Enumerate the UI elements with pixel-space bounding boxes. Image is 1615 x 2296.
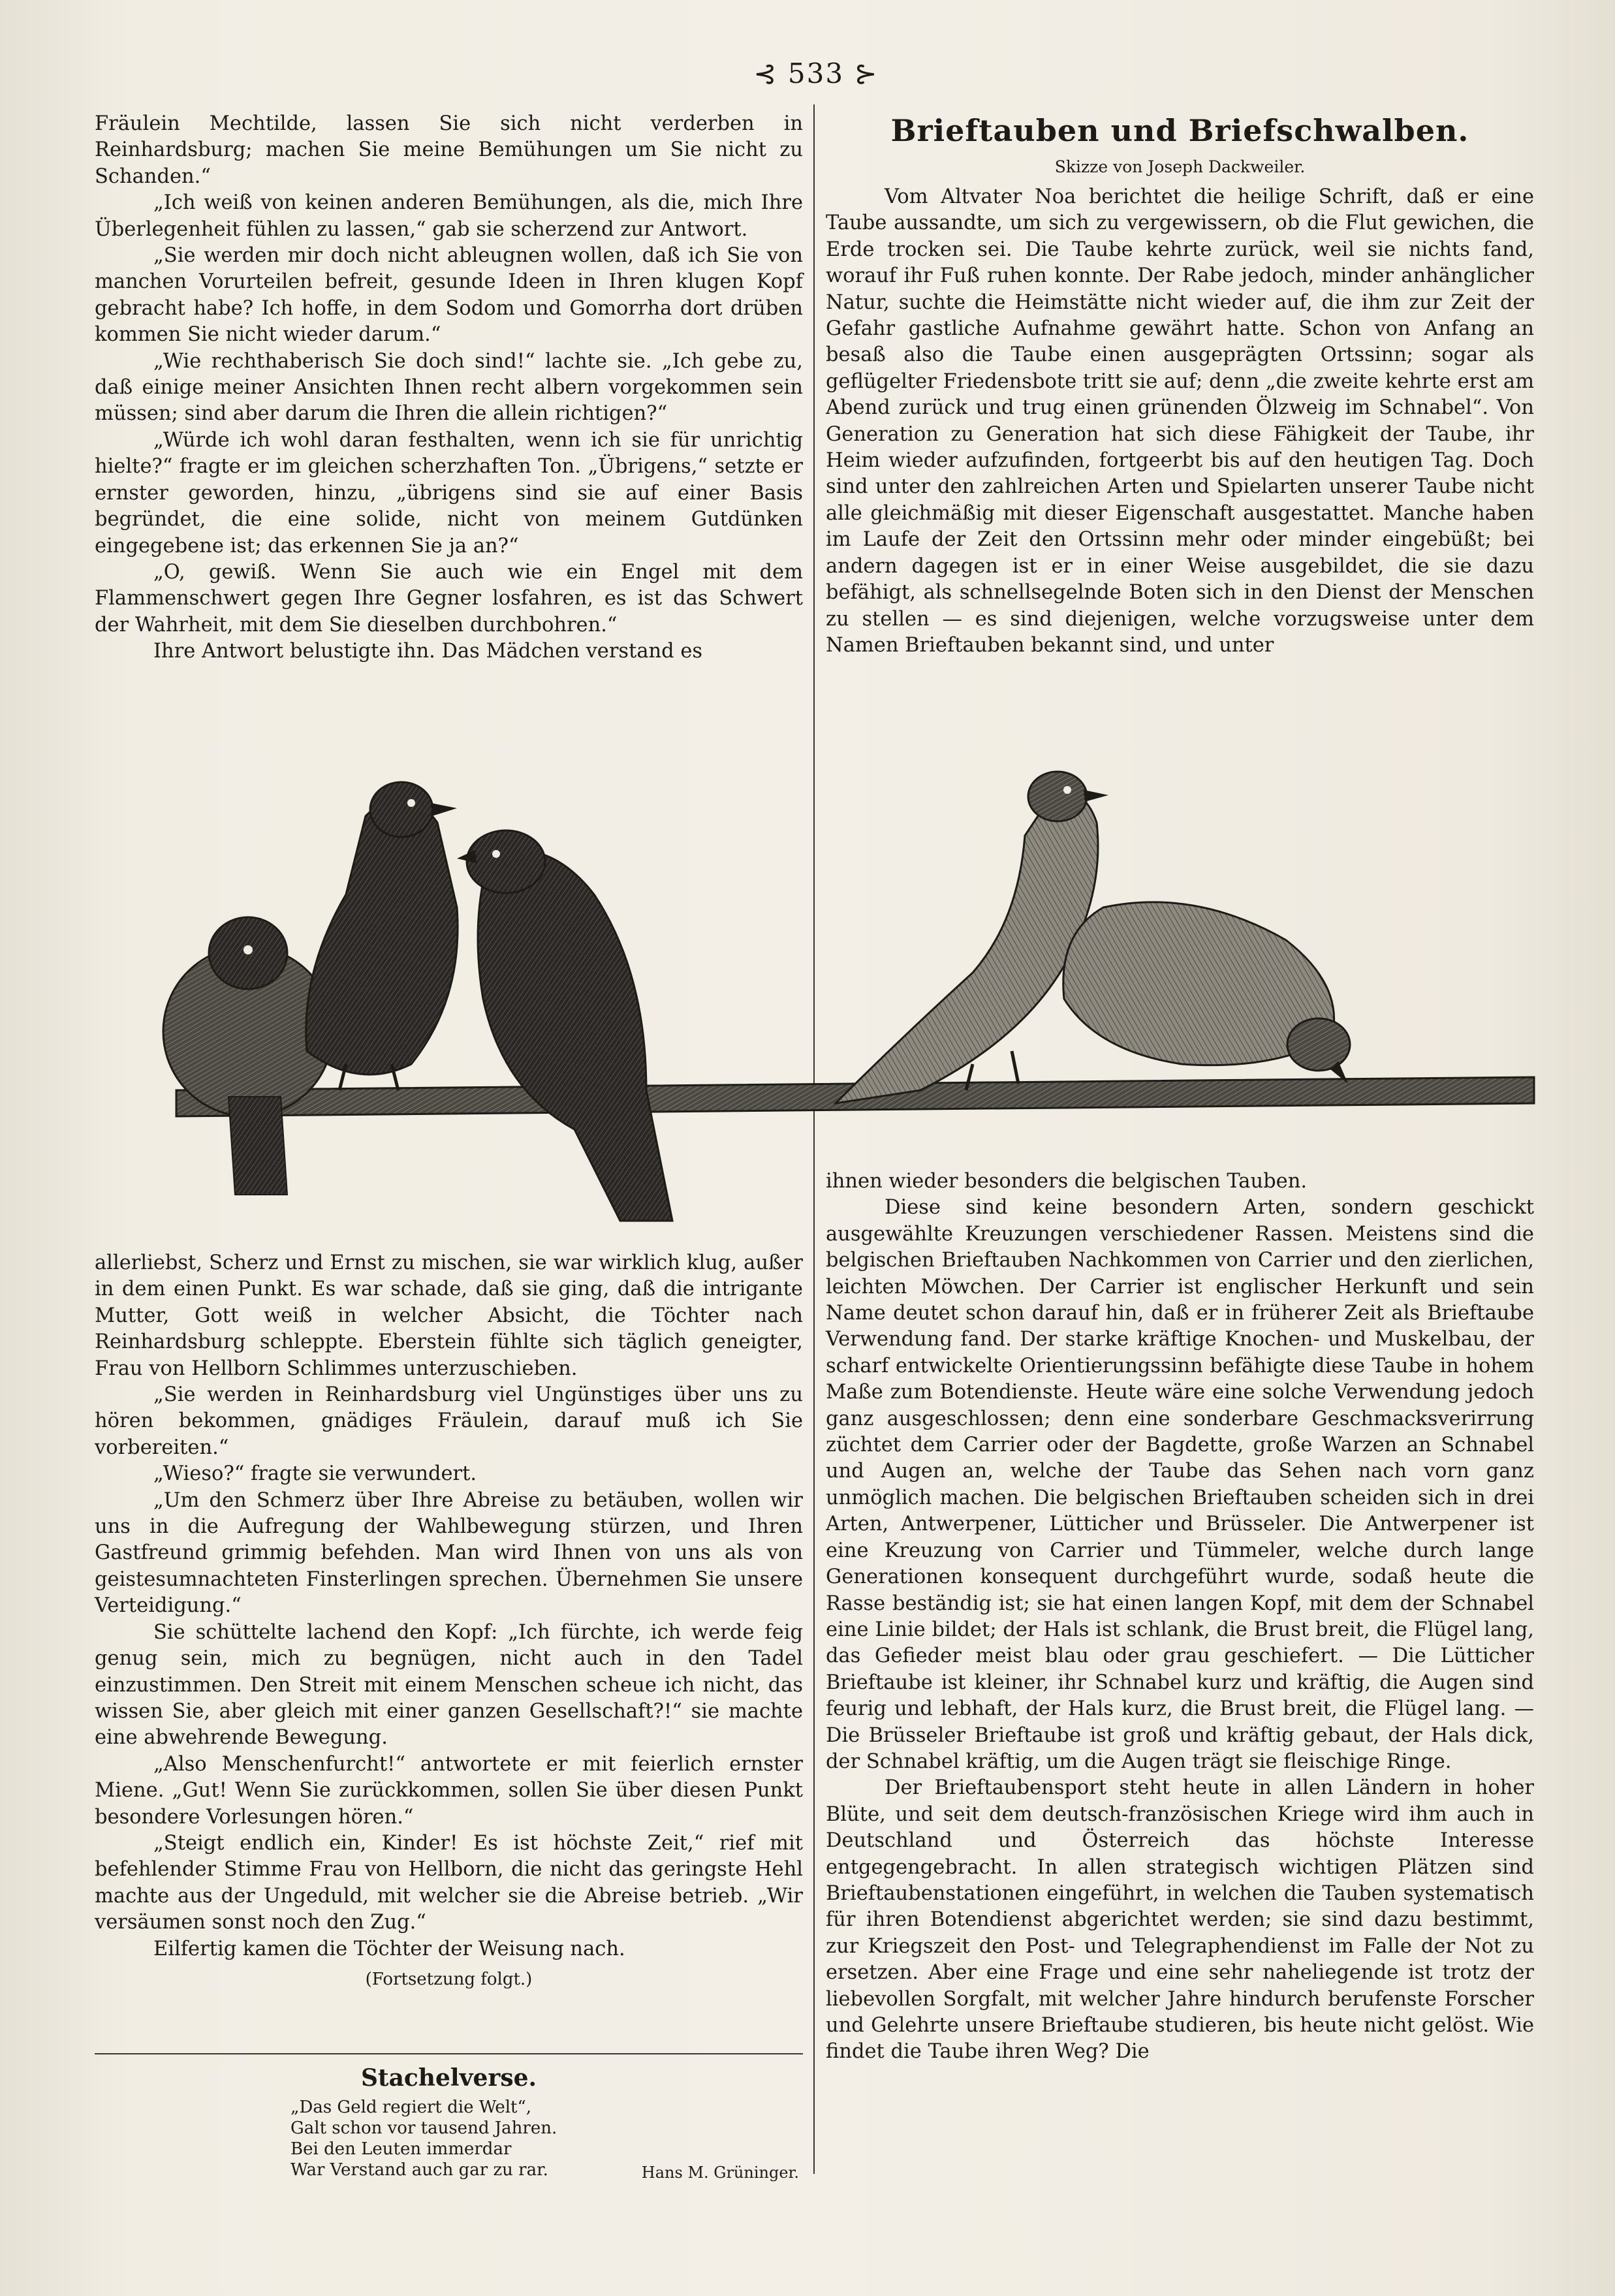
pigeon-4 <box>836 772 1108 1103</box>
paragraph: „Sie werden mir doch nicht ableugnen wollen, daß ich Sie von manchen Vorurteilen befreit, gesunde Ideen in Ihren klugen Kopf gebracht habe? Ich hoffe, in dem Sodom und Gomorrha dort drüben kommen Sie nicht wieder darum.“ <box>95 244 803 347</box>
poem-line: War Verstand auch gar zu rar. <box>290 2160 548 2180</box>
page-number: 533 <box>787 57 845 89</box>
paragraph: Vom Altvater Noa berichtet die heilige Schrift, daß er eine Taube aussandte, um sich zu vergewissern, ob die Flut gewichen, die Erde trocken sei. Die Taube kehrte zurück, weil sie nichts fand, worauf ihr Fuß ruhen konnte. Der Rabe jedoch, minder anhänglicher Natur, suchte die Heimstätte nicht wieder auf, die ihm zur Zeit der Gefahr gastliche Aufnahme gewährt hatte. Schon von Anfang an besaß also die Taube einen ausgeprägten Ortssinn; sogar als geflügelter Friedensbote tritt sie auf; denn „die zweite kehrte erst am Abend zurück und trug einen grünenden Ölzweig im Schnabel“. Von Generation zu Generation hat sich diese Fähigkeit der Taube, ihr Heim wieder aufzufinden, fortgeerbt bis auf den heutigen Tag. Doch sind unter den zahlreichen Arten und Spielarten unserer Taube nicht alle gleichmäßig mit dieser Eigenschaft ausgestattet. Manche haben im Laufe der Zeit den Ortssinn mehr oder minder eingebüßt; bei andern dagegen ist er in einer Weise ausgebildet, die sie dazu befähigt, als schnellsegelnde Boten sich in den Dienst der Menschen zu stellen — es sind diejenigen, welche vorzugsweise unter dem Namen Brieftauben bekannt sind, und unter <box>826 185 1534 657</box>
pigeons-illustration <box>150 725 1554 1240</box>
paragraph: „Würde ich wohl daran festhalten, wenn ich sie für unrichtig hielte?“ fragte er im gleichen scherzhaften Ton. „Übrigens,“ setzte er ernster geworden, hinzu, „übrigens sind sie auf einer Basis begründet, die eine solide, nicht von meinem Gutdünken eingegebene ist; das erkennen Sie ja an?“ <box>95 428 803 558</box>
paragraph: „Wieso?“ fragte sie verwundert. <box>153 1462 477 1486</box>
continuation-note: (Fortsetzung folgt.) <box>365 1969 533 1989</box>
paragraph: Fräulein Mechtilde, lassen Sie sich nicht verderben in Reinhardsburg; machen Sie meine Bemühungen um Sie nicht zu Schanden.“ <box>95 112 803 188</box>
pigeon-2 <box>306 782 458 1090</box>
paragraph: Der Brieftaubensport steht heute in allen Ländern in hoher Blüte, und seit dem deutsch-französischen Kriege wird ihm auch in Deutschland und Österreich das höchste Interesse entgegengebracht. In allen strategisch wichtigen Plätzen sind Brieftaubenstationen eingeführt, in welchen die Tauben systematisch für ihren Botendienst abgerichtet werden; sie sind dazu bestimmt, zur Kriegszeit den Post- und Telegraphendienst im Falle der Not zu ersetzen. Aber eine Frage und eine sehr naheliegende ist trotz der liebevollen Sorgfalt, mit welcher Jahre hindurch berufenste Forscher und Gelehrte unsere Brieftaube studieren, bis heute nicht gelöst. Wie findet die Taube ihren Weg? Die <box>826 1776 1534 2064</box>
paragraph: ihnen wieder besonders die belgischen Tauben. <box>826 1170 1308 1193</box>
article-title: Brieftauben und Briefschwalben. <box>890 113 1469 148</box>
article-byline: Skizze von Joseph Dackweiler. <box>1054 157 1306 176</box>
poem-line: „Das Geld regiert die Welt“, <box>290 2098 532 2117</box>
poem-line: Galt schon vor tausend Jahren. <box>290 2118 557 2138</box>
ornament-left-icon: ⊰ <box>753 57 778 89</box>
paragraph: „O, gewiß. Wenn Sie auch wie ein Engel mit dem Flammenschwert gegen Ihre Gegner losfahren, es ist das Schwert der Wahrheit, mit dem Sie dieselben durchbohren.“ <box>95 560 803 637</box>
paragraph: Diese sind keine besondern Arten, sondern geschickt ausgewählte Kreuzungen verschiedener Rassen. Meistens sind die belgischen Brieftauben Nachkommen von Carrier und den zierlichen, leichten Möwchen. Der Carrier ist englischer Herkunft und sein Name deutet schon darauf hin, daß er in früherer Zeit als Brieftaube Verwendung fand. Der starke kräftige Knochen- und Muskelbau, der scharf entwickelte Orientierungssinn befähigte diese Taube in hohem Maße zum Botendienste. Heute wäre eine solche Verwendung jedoch ganz ausgeschlossen; denn eine sonderbare Geschmacksverirrung züchtet dem Carrier oder der Bagdette, große Warzen an Schnabel und Augen an, welche der Taube das Sehen nach vorn ganz unmöglich machen. Die belgischen Brieftauben scheiden sich in drei Arten, Antwerpener, Lütticher und Brüsseler. Die Antwerpener ist eine Kreuzung von Carrier und Tümmeler, welche durch lange Generationen konsequent durchgeführt wurde, sodaß heute die Rasse beständig ist; sie hat einen langen Kopf, mit dem der Schnabel eine Linie bildet; der Hals ist schlank, die Brust breit, die Flügel lang, das Gefieder meist blau oder grau geschiefert. — Die Lütticher Brieftaube ist kleiner, ihr Schnabel kurz und kräftig, die Augen sind feurig und lebhaft, der Hals kurz, die Brust breit, die Flügel lang. — Die Brüsseler Brieftaube ist groß und kräftig gebaut, der Hals dick, der Schnabel kräftig, um die Augen trägt sie fleischige Ringe. <box>826 1196 1534 1773</box>
pigeon-1 <box>163 917 333 1195</box>
right-column-bottom <box>826 1169 1534 2066</box>
paragraph: „Ich weiß von keinen anderen Bemühungen, als die, mich Ihre Überlegenheit fühlen zu lassen,“ gab sie scherzend zur Antwort. <box>95 191 803 241</box>
paragraph: „Also Menschenfurcht!“ antwortete er mit feierlich ernster Miene. „Gut! Wenn Sie zurückkommen, sollen Sie über diesen Punkt besondere Vorlesungen hören.“ <box>95 1752 803 1829</box>
paragraph: allerliebst, Scherz und Ernst zu mischen, sie war wirklich klug, außer in dem einen Punkt. Es war schade, daß sie ging, daß die intrigante Mutter, Gott weiß in welcher Absicht, die Töchter nach Reinhardsburg schleppte. Eberstein fühlte sich täglich geneigter, Frau von Hellborn Schlimmes unterzuschieben. <box>95 1251 803 1380</box>
paragraph: „Wie rechthaberisch Sie doch sind!“ lachte sie. „Ich gebe zu, daß einige meiner Ansichten Ihnen recht albern vorgekommen sein müssen; sind aber darum die Ihren die allein richtigen?“ <box>95 349 803 426</box>
paragraph: Eilfertig kamen die Töchter der Weisung nach. <box>153 1937 625 1960</box>
pigeon-5 <box>1063 902 1350 1084</box>
paragraph: „Steigt endlich ein, Kinder! Es ist höchste Zeit,“ rief mit befehlender Stimme Frau von Hellborn, die nicht das geringste Hehl machte aus der Ungeduld, mit welcher sie die Abreise betrieb. „Wir versäumen sonst noch den Zug.“ <box>95 1831 803 1934</box>
right-column-top <box>826 111 1534 659</box>
paragraph: „Um den Schmerz über Ihre Abreise zu betäuben, wollen wir uns in die Aufregung der Wahlbewegung stürzen, und Ihren Gastfreund grimmig befehden. Man wird Ihnen von uns als von geistesumnachteten Finsterlingen sprechen. Übernehmen Sie unsere Verteidigung.“ <box>95 1488 803 1618</box>
left-column-top <box>95 111 803 665</box>
section-divider <box>95 2053 803 2054</box>
poem-title: Stachelverse. <box>360 2064 537 2092</box>
pigeon-3 <box>457 830 672 1221</box>
paragraph: Sie schüttelte lachend den Kopf: „Ich fürchte, ich werde feig genug sein, mich zu begnügen, nicht auch in den Tadel einzustimmen. Den Streit mit einem Menschen scheue ich nicht, das wissen Sie, aber gleich mit einer ganzen Gesellschaft?!“ sie machte eine abwehrende Bewegung. <box>95 1620 803 1750</box>
ornament-right-icon: ⊱ <box>854 57 879 89</box>
paragraph: Ihre Antwort belustigte ihn. Das Mädchen verstand es <box>153 640 703 663</box>
poem-block <box>95 2063 803 2182</box>
page-header <box>718 51 914 97</box>
poem-line: Bei den Leuten immerdar <box>290 2139 512 2159</box>
paragraph: „Sie werden in Reinhardsburg viel Ungünstiges über uns zu hören bekommen, gnädiges Fräulein, darauf muß ich Sie vorbereiten.“ <box>95 1383 803 1459</box>
left-column-bottom <box>95 1250 803 1992</box>
poem-author: Hans M. Grüninger. <box>641 2163 799 2182</box>
